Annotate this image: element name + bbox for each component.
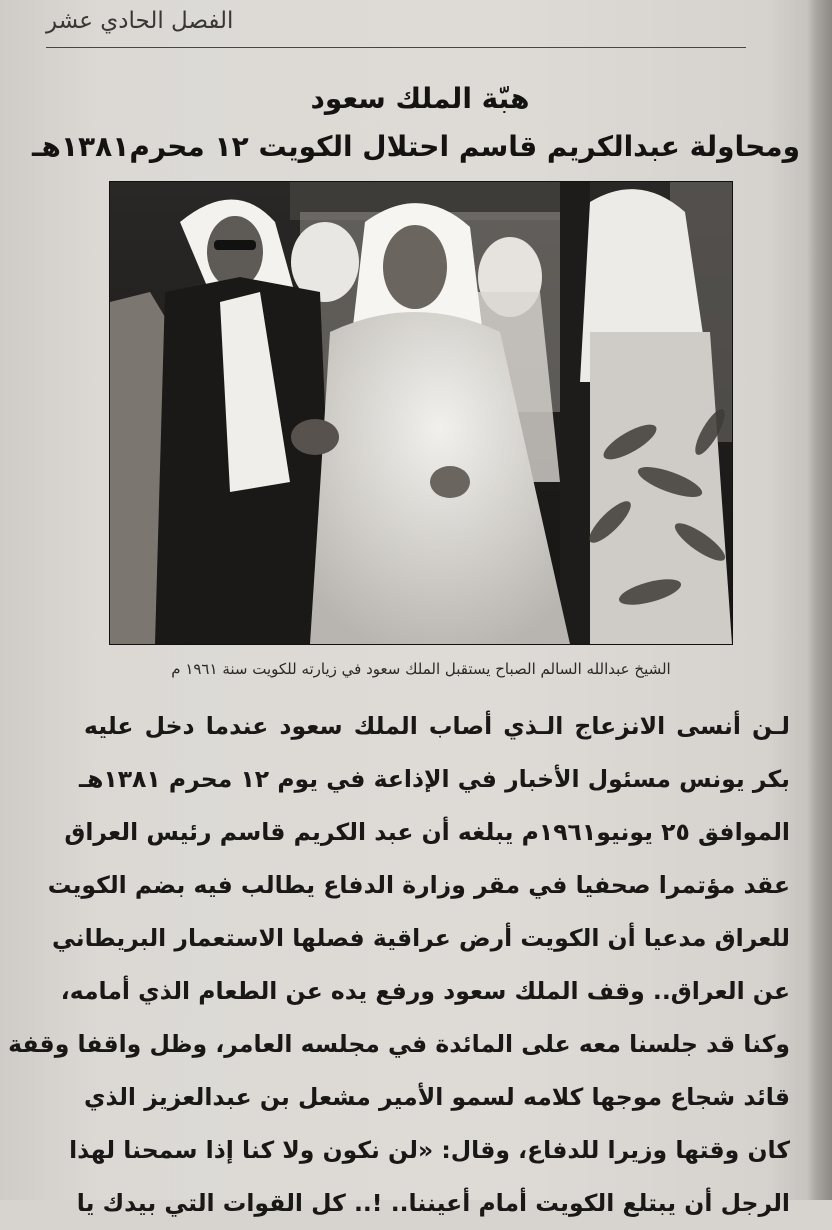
king-face (207, 216, 263, 288)
sheikh-hand (430, 466, 470, 498)
photo-illustration (110, 182, 732, 644)
body-line: الرجل أن يبتلع الكويت أمام أعيننا.. !.. كل القوات التي بيدك يا (76, 1189, 790, 1217)
historical-photograph (110, 182, 732, 644)
body-line: كان وقتها وزيرا للدفاع، وقال: «لن نكون ولا كنا إذا سمحنا لهذا (69, 1136, 790, 1164)
body-line: عن العراق.. وقف الملك سعود ورفع يده عن الطعام الذي أمامه، (60, 977, 790, 1005)
header-rule (46, 47, 746, 48)
clasped-hands (291, 419, 339, 455)
body-line: الموافق ٢٥ يونيو١٩٦١م يبلغه أن عبد الكريم قاسم رئيس العراق (64, 818, 790, 846)
body-line: لـن أنسى الانزعاج الـذي أصاب الملك سعود عندما دخل عليه (84, 712, 790, 740)
sheikh-face (383, 225, 447, 309)
king-sunglasses (214, 240, 256, 250)
chapter-section-subtitle: ومحاولة عبدالكريم قاسم احتلال الكويت ١٢ محرم١٣٨١هـ (31, 130, 800, 163)
body-line: عقد مؤتمرا صحفيا في مقر وزارة الدفاع يطالب فيه بضم الكويت (47, 871, 790, 899)
door-post (560, 182, 590, 644)
body-line: وكنا قد جلسنا معه على المائدة في مجلسه العامر، وظل واقفا وقفة (8, 1030, 790, 1058)
body-line: قائد شجاع موجها كلامه لسمو الأمير مشعل بن عبدالعزيز الذي (84, 1083, 790, 1111)
body-paragraph (8, 700, 790, 1230)
book-spine-edge (806, 0, 832, 1200)
running-head: الفصل الحادي عشر (46, 8, 234, 34)
body-line: للعراق مدعيا أن الكويت أرض عراقية فصلها الاستعمار البريطاني (52, 924, 790, 952)
body-line: بكر يونس مسئول الأخبار في الإذاعة في يوم ١٢ محرم ١٣٨١هـ (79, 765, 790, 793)
photo-caption: الشيخ عبدالله السالم الصباح يستقبل الملك سعود في زيارته للكويت سنة ١٩٦١ م (171, 660, 671, 678)
chapter-section-title: هبّة الملك سعود (310, 82, 530, 115)
